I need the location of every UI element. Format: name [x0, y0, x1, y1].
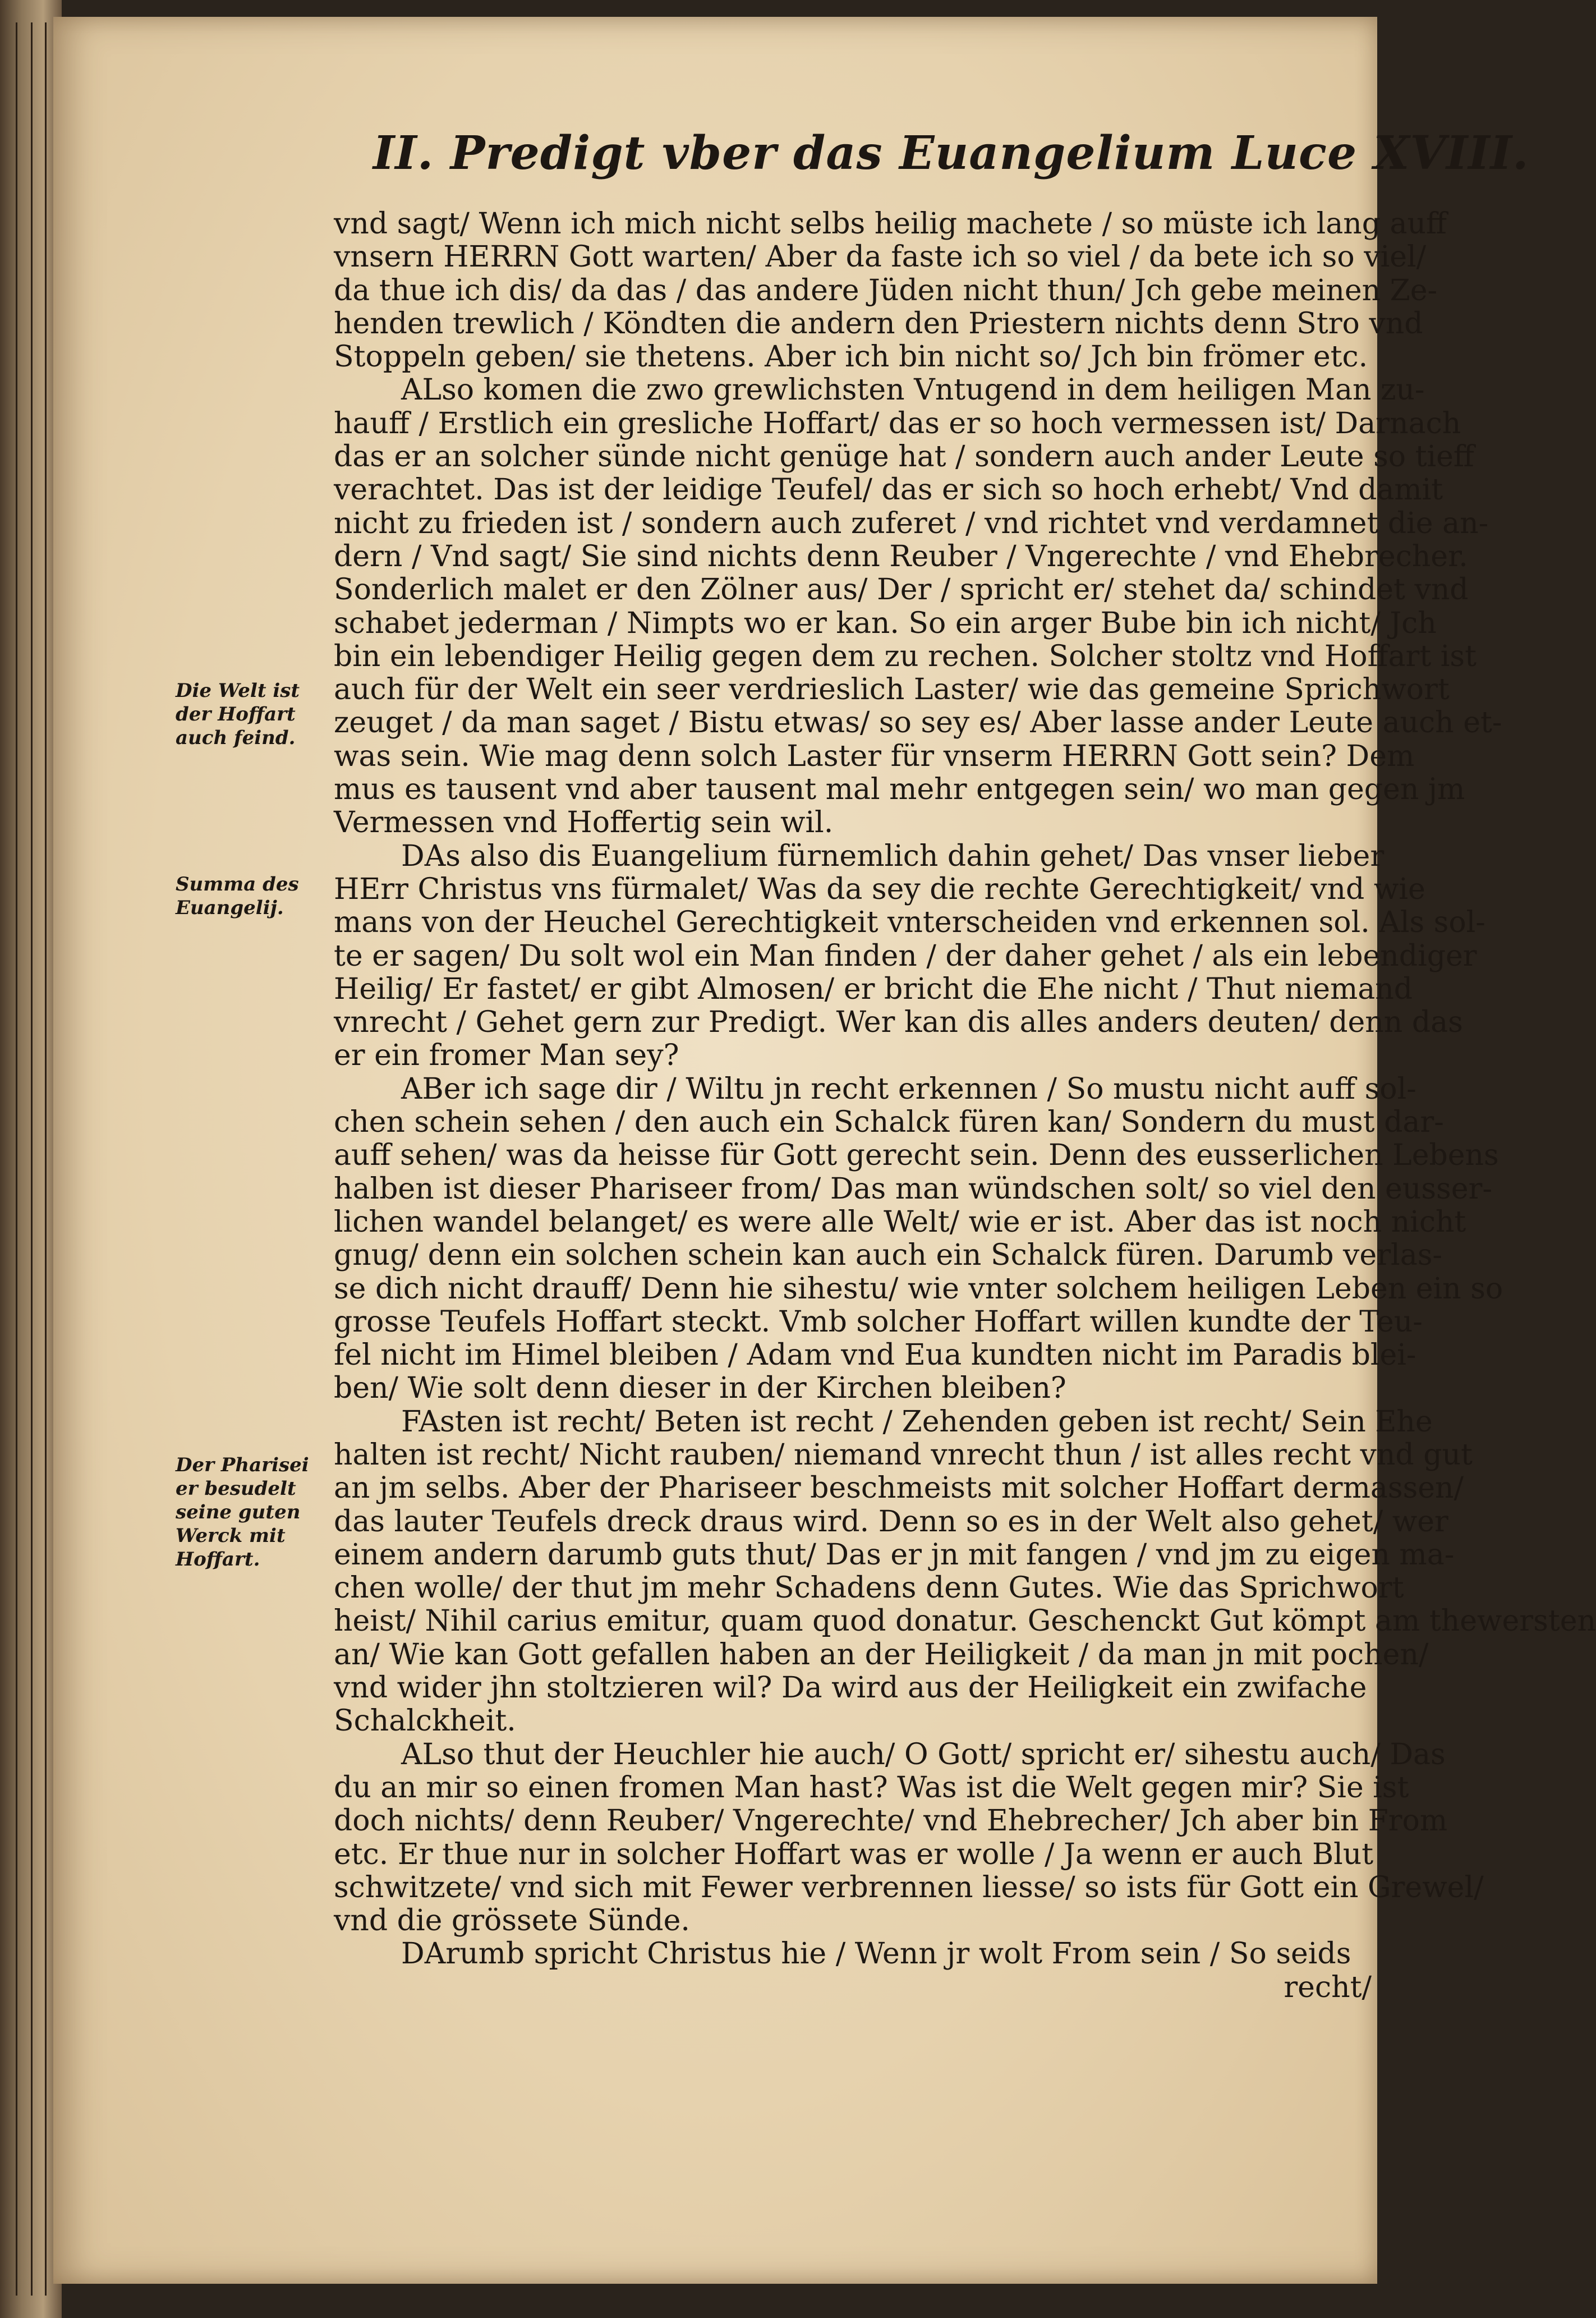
text-line: du an mir so einen fromen Man hast? Was ist die Welt gegen mir? Sie ist: [334, 1770, 1409, 1805]
text-line: da thue ich dis/ da das / das andere Jüden nicht thun/ Jch gebe meinen Ze-: [334, 273, 1438, 307]
text-line: gnug/ denn ein solchen schein kan auch ein Schalck füren. Darumb verlas-: [334, 1238, 1442, 1273]
book-spine: [0, 0, 62, 2318]
text-line: hauff / Erstlich ein gresliche Hoffart/ das er so hoch vermessen ist/ Darnach: [334, 406, 1461, 440]
text-line: das lauter Teufels dreck draus wird. Denn so es in der Welt also gehet/ wer: [334, 1504, 1448, 1539]
text-line: vnd die grössete Sünde.: [334, 1904, 690, 1938]
book-page: [53, 17, 1596, 2284]
text-line: ben/ Wie solt denn dieser in der Kirchen bleiben?: [334, 1371, 1066, 1406]
text-line: halten ist recht/ Nicht rauben/ niemand vnrecht thun / ist alles recht vnd gut: [334, 1438, 1473, 1472]
text-line: doch nichts/ denn Reuber/ Vngerechte/ vnd Ehebrecher/ Jch aber bin From: [334, 1804, 1448, 1838]
margin-note-2: Summa des Euangelij.: [176, 873, 299, 919]
text-line: se dich nicht drauff/ Denn hie sihestu/ wie vnter solchem heiligen Leben ein so: [334, 1272, 1503, 1306]
text-line: schabet jederman / Nimpts wo er kan. So ein arger Bube bin ich nicht/ Jch: [334, 606, 1437, 640]
margin-note-1: Die Welt ist der Hoffart auch feind.: [176, 680, 300, 749]
text-line: Sonderlich malet er den Zölner aus/ Der / spricht er/ stehet da/ schindet vnd: [334, 573, 1469, 607]
text-line: HErr Christus vns fürmalet/ Was da sey die rechte Gerechtigkeit/ vnd wie: [334, 872, 1425, 906]
text-line: ABer ich sage dir / Wiltu jn recht erkennen / So mustu nicht auff sol-: [401, 1072, 1416, 1106]
catchword: recht/: [1284, 1970, 1372, 2004]
text-line: henden trewlich / Köndten die andern den Priestern nichts denn Stro vnd: [334, 306, 1423, 341]
text-line: Heilig/ Er fastet/ er gibt Almosen/ er bricht die Ehe nicht / Thut niemand: [334, 972, 1413, 1006]
text-line: lichen wandel belanget/ es were alle Welt/ wie er ist. Aber das ist noch nicht: [334, 1205, 1466, 1239]
text-line: an jm selbs. Aber der Phariseer beschmeists mit solcher Hoffart dermassen/: [334, 1471, 1464, 1505]
text-line: an/ Wie kan Gott gefallen haben an der Heiligkeit / da man jn mit pochen/: [334, 1637, 1429, 1672]
text-line: vnsern HERRN Gott warten/ Aber da faste ich so viel / da bete ich so viel/: [334, 240, 1427, 274]
text-line: te er sagen/ Du solt wol ein Man finden / der daher gehet / als ein lebendiger: [334, 939, 1477, 973]
text-line: fel nicht im Himel bleiben / Adam vnd Eua kundten nicht im Paradis blei-: [334, 1338, 1416, 1373]
text-line: Stoppeln geben/ sie thetens. Aber ich bin nicht so/ Jch bin frömer etc.: [334, 340, 1368, 374]
text-line: ALso komen die zwo grewlichsten Vntugend in dem heiligen Man zu-: [401, 373, 1425, 407]
text-line: zeuget / da man saget / Bistu etwas/ so sey es/ Aber lasse ander Leute auch et-: [334, 706, 1502, 740]
text-line: mus es tausent vnd aber tausent mal mehr entgegen sein/ wo man gegen jm: [334, 773, 1465, 807]
text-line: vnd wider jhn stoltzieren wil? Da wird aus der Heiligkeit ein zwifache: [334, 1671, 1367, 1705]
text-line: FAsten ist recht/ Beten ist recht / Zehenden geben ist recht/ Sein Ehe: [401, 1404, 1433, 1439]
text-line: chen wolle/ der thut jm mehr Schadens denn Gutes. Wie das Sprichwort: [334, 1571, 1404, 1605]
text-line: auff sehen/ was da heisse für Gott gerecht sein. Denn des eusserlichen Lebens: [334, 1139, 1499, 1173]
text-line: einem andern darumb guts thut/ Das er jn mit fangen / vnd jm zu eigen ma-: [334, 1537, 1455, 1572]
text-line: was sein. Wie mag denn solch Laster für vnserm HERRN Gott sein? Dem: [334, 739, 1415, 773]
text-line: schwitzete/ vnd sich mit Fewer verbrennen liesse/ so ists für Gott ein Grewel/: [334, 1870, 1484, 1904]
text-line: verachtet. Das ist der leidige Teufel/ das er sich so hoch erhebt/ Vnd damit: [334, 473, 1443, 507]
page-edge-line: [31, 22, 33, 2296]
margin-note-3: Der Pharisei er besudelt seine guten Werck mit Hoffart.: [176, 1454, 309, 1571]
running-header: II. Predigt vber das Euangelium Luce XVIII.: [373, 126, 1529, 180]
text-line: mans von der Heuchel Gerechtigkeit vnterscheiden vnd erkennen sol. Als sol-: [334, 906, 1485, 940]
text-line: er ein fromer Man sey?: [334, 1039, 679, 1073]
text-line: vnd sagt/ Wenn ich mich nicht selbs heilig machete / so müste ich lang auff: [334, 207, 1447, 241]
text-line: etc. Er thue nur in solcher Hoffart was er wolle / Ja wenn er auch Blut: [334, 1837, 1374, 1871]
text-line: grosse Teufels Hoffart steckt. Vmb solcher Hoffart willen kundte der Teu-: [334, 1305, 1423, 1339]
text-line: halben ist dieser Phariseer from/ Das man wündschen solt/ so viel den eusser-: [334, 1172, 1492, 1206]
text-line: Vermessen vnd Hoffertig sein wil.: [334, 806, 834, 840]
page-edge-line: [16, 22, 17, 2296]
text-line: heist/ Nihil carius emitur, quam quod donatur. Geschenckt Gut kömpt am thewersten: [334, 1604, 1596, 1638]
text-line: das er an solcher sünde nicht genüge hat / sondern auch ander Leute so tieff: [334, 440, 1474, 474]
body-text: [334, 207, 1596, 2004]
text-line: bin ein lebendiger Heilig gegen dem zu rechen. Solcher stoltz vnd Hoffart ist: [334, 639, 1477, 673]
text-line: DArumb spricht Christus hie / Wenn jr wolt From sein / So seids: [401, 1937, 1351, 1971]
page-edge-line: [45, 22, 47, 2296]
text-line: nicht zu frieden ist / sondern auch zuferet / vnd richtet vnd verdamnet die an-: [334, 506, 1489, 540]
text-line: vnrecht / Gehet gern zur Predigt. Wer kan dis alles anders deuten/ denn das: [334, 1006, 1463, 1040]
text-line: chen schein sehen / den auch ein Schalck füren kan/ Sondern du must dar-: [334, 1105, 1444, 1140]
text-line: ALso thut der Heuchler hie auch/ O Gott/ spricht er/ sihestu auch/ Das: [401, 1737, 1446, 1771]
text-line: Schalckheit.: [334, 1704, 516, 1738]
text-line: dern / Vnd sagt/ Sie sind nichts denn Reuber / Vngerechte / vnd Ehebrecher.: [334, 539, 1468, 573]
text-line: auch für der Welt ein seer verdrieslich Laster/ wie das gemeine Sprichwort: [334, 673, 1450, 707]
text-line: DAs also dis Euangelium fürnemlich dahin gehet/ Das vnser lieber: [401, 839, 1385, 873]
